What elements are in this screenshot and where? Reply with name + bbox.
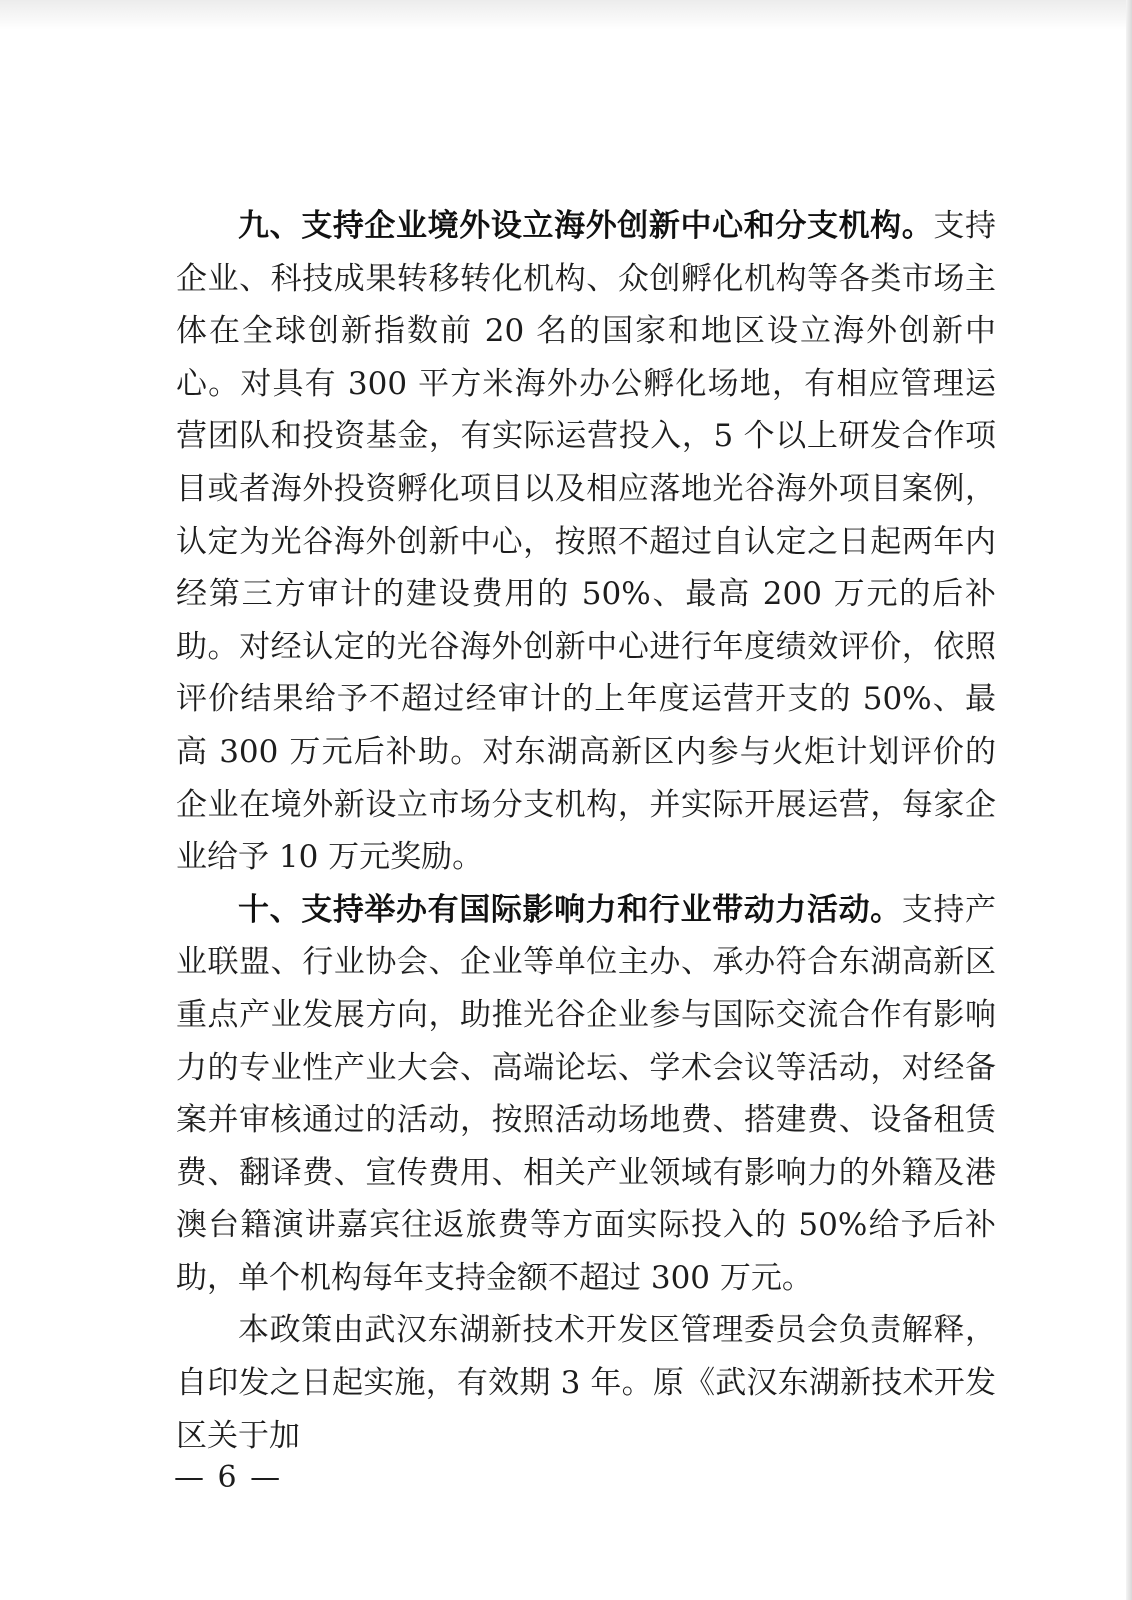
page-number: — 6 —	[174, 1460, 283, 1495]
section-body-nine: 支持企业、科技成果转移转化机构、众创孵化机构等各类市场主体在全球创新指数前 20 名的国家和地区设立海外创新中心。对具有 300 平方米海外办公孵化场地，有相应管理运营团队和投资基金，有实际运营投入，5 个以上研发合作项目或者海外投资孵化项目以及相应落地光谷海外项目案例，认定为光谷海外创新中心，按照不超过自认定之日起两年内经第三方审计的建设费用的 50%、最高 200 万元的后补助。对经认定的光谷海外创新中心进行年度绩效评价，依照评价结果给予不超过经审计的上年度运营开支的 50%、最高 300 万元后补助。对东湖高新区内参与火炬计划评价的企业在境外新设立市场分支机构，并实际开展运营，每家企业给予 10 万元奖励。	[176, 208, 996, 876]
section-heading-ten: 十、支持举办有国际影响力和行业带动力活动。	[238, 891, 902, 928]
paragraph-nine	[176, 200, 996, 884]
document-body	[176, 200, 996, 1462]
section-heading-nine: 九、支持企业境外设立海外创新中心和分支机构。	[238, 208, 934, 244]
scan-page-edge	[1126, 0, 1132, 1600]
section-body-ten: 支持产业联盟、行业协会、企业等单位主办、承办符合东湖高新区重点产业发展方向，助推光谷企业参与国际交流合作有影响力的专业性产业大会、高端论坛、学术会议等活动，对经备案并审核通过的活动，按照活动场地费、搭建费、设备租赁费、翻译费、宣传费用、相关产业领域有影响力的外籍及港澳台籍演讲嘉宾往返旅费等方面实际投入的 50%给予后补助，单个机构每年支持金额不超过 300 万元。	[176, 891, 996, 1296]
scan-top-shadow	[0, 0, 1132, 30]
closing-body: 本政策由武汉东湖新技术开发区管理委员会负责解释，自印发之日起实施，有效期 3 年。原《武汉东湖新技术开发区关于加	[176, 1312, 996, 1454]
paragraph-ten	[176, 884, 996, 1305]
paragraph-closing	[176, 1304, 996, 1462]
